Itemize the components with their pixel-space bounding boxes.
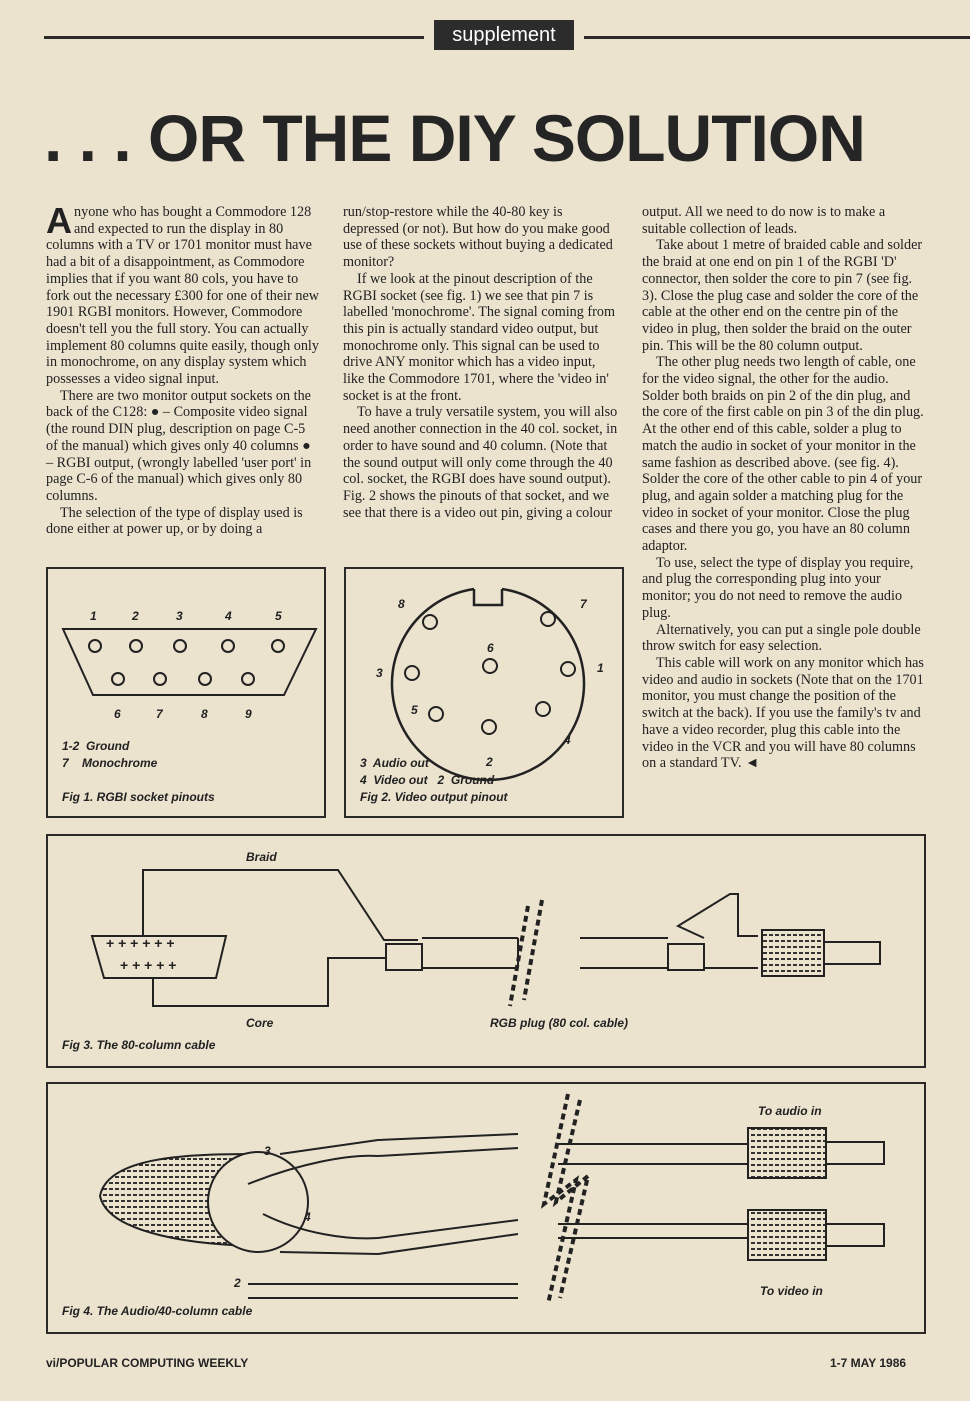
fig1-pin-8: 8: [201, 707, 208, 721]
fig2-pin-6: 6: [487, 641, 494, 655]
col3-paragraph-3: The other plug needs two length of cable, one for the video signal, the other for the audio. Solder both braids on pin 2 of the din plug, and the core of the first cable on pin 3 of the din plug. At the other end of this cable, solder a plug to match the audio in socket of your monitor in the same fashion as described above. (see fig. 4). Solder the core of the other cable to pin 4 of your plug, and again solder a matching plug for the video in socket of your monitor. Close the plug cases and there you go, you have an 80 column adaptor.: [642, 354, 924, 555]
fig1-pin-7: 7: [156, 707, 163, 721]
article-column-3: [642, 204, 924, 772]
col2-paragraph-1: run/stop-restore while the 40-80 key is depressed (or not). But how do you make good use of these sockets without buying a dedicated monitor?: [343, 204, 613, 271]
fig1-pin-5: 5: [275, 609, 282, 623]
header-rule-left: [44, 36, 424, 39]
drop-cap: A: [46, 200, 72, 241]
fig2-pin-8: 8: [398, 597, 405, 611]
fig2-caption: Fig 2. Video output pinout: [360, 790, 508, 804]
fig1-pin-3: 3: [176, 609, 183, 623]
fig3-braid-label: Braid: [246, 850, 277, 864]
fig2-legend-audio: 3 Audio out: [360, 756, 429, 770]
rgbi-socket-diagram: [48, 569, 324, 816]
fig1-box: [46, 567, 326, 818]
col1-paragraph-3: The selection of the type of display used is done either at power up, or by doing a: [46, 504, 303, 538]
fig2-legend-video-ground: 4 Video out 2 Ground: [360, 773, 495, 787]
col2-paragraph-2: If we look at the pinout description of the RGBI socket (see fig. 1) we see that pin 7 is labelled 'monochrome'. The signal coming from this pin is actually standard video output, but monochrome only. This signal can be used to drive ANY monitor which has a video input, like the Commodore 1701, where the 'video in' socket is at the front.: [343, 270, 615, 404]
fig1-pin-4: 4: [225, 609, 232, 623]
fig1-caption: Fig 1. RGBI socket pinouts: [62, 790, 215, 804]
fig4-pin-3: 3: [264, 1144, 271, 1158]
col3-paragraph-1: output. All we need to do now is to make a suitable collection of leads.: [642, 204, 886, 237]
col1-paragraph-2: There are two monitor output sockets on the back of the C128: ● – Composite video signal (the round DIN plug, description on page C-5 of the manual) which gives only 40 columns ● – RGBI output, (wrongly labelled 'user port' in page C-6 of the manual) which gives only 80 columns.: [46, 387, 312, 504]
fig1-legend-ground: 1-2 Ground: [62, 739, 130, 753]
svg-text:+ + + + +: + + + + +: [120, 957, 177, 973]
footer-publication: vi/POPULAR COMPUTING WEEKLY: [46, 1356, 249, 1370]
svg-text:+ + + + + +: + + + + + +: [106, 935, 175, 951]
fig2-pin-3: 3: [376, 666, 383, 680]
fig2-pin-7: 7: [580, 597, 587, 611]
col1-paragraph-1: Anyone who has bought a Commodore 128 and expected to run the display in 80 columns with a TV or 1701 monitor must have had a bit of a disappointment, as Commodore implies that if you want 80 cols, you have to fork out the necessary £300 for one of their new 1901 RGBI monitors. However, Commodore doesn't tell you the full story. You can actually implement 80 columns quite easily, though only in monochrome, on any display system which possesses a video signal input.: [46, 200, 320, 388]
fig4-caption: Fig 4. The Audio/40-column cable: [62, 1304, 253, 1318]
fig2-pin-4: 4: [564, 733, 571, 747]
fig1-pin-1: 1: [90, 609, 97, 623]
article-column-2: [343, 204, 619, 521]
fig4-box: [46, 1082, 926, 1334]
fig1-pin-2: 2: [132, 609, 139, 623]
fig4-pin-4: 4: [304, 1210, 311, 1224]
footer-date: 1-7 MAY 1986: [830, 1356, 907, 1370]
fig3-caption: Fig 3. The 80-column cable: [62, 1038, 216, 1052]
fig2-pin-2: 2: [486, 755, 493, 769]
fig4-audio-label: To audio in: [758, 1104, 822, 1118]
col3-paragraph-2: Take about 1 metre of braided cable and solder the braid at one end on pin 1 of the RGBI 'D' connector, then solder the core to pin 7 (see fig. 3). Close the plug case and solder the core of the cable at the other end on the centre pin of the video in plug, then solder the braid on the outer pin. This will be the 80 column output.: [642, 237, 923, 354]
fig3-core-label: Core: [246, 1016, 274, 1030]
fig1-pin-6: 6: [114, 707, 121, 721]
col2-paragraph-3: To have a truly versatile system, you will also need another connection in the 40 col. socket, in order to have sound and 40 column. (Note that the sound output will only come through the 40 col. socket, the RGBI does have sound output). Fig. 2 shows the pinouts of that socket, and we see that there is a video out pin, giving a colour: [343, 404, 618, 521]
section-tag: supplement: [434, 20, 574, 50]
fig3-box: [46, 834, 926, 1068]
headline: . . . OR THE DIY SOLUTION: [44, 101, 865, 175]
fig4-video-label: To video in: [760, 1284, 823, 1298]
fig2-box: [344, 567, 624, 818]
fig4-pin-2: 2: [234, 1276, 241, 1290]
fig2-pin-1: 1: [597, 661, 604, 675]
article-column-1: [46, 200, 320, 538]
fig1-legend-monochrome: 7 Monochrome: [62, 756, 158, 770]
80-column-cable-diagram: [48, 836, 924, 1066]
fig1-pin-9: 9: [245, 707, 252, 721]
col3-paragraph-4: To use, select the type of display you require, and plug the corresponding plug into your monitor; you do not need to remove the audio plug.: [642, 554, 914, 621]
fig3-plug-label: RGB plug (80 col. cable): [490, 1016, 629, 1030]
header-rule-right: [584, 36, 970, 39]
fig2-pin-5: 5: [411, 703, 418, 717]
col3-paragraph-5: Alternatively, you can put a single pole double throw switch for easy selection.: [642, 621, 921, 655]
col3-paragraph-6: This cable will work on any monitor which has video and audio in sockets (Note that on the 1701 monitor, you must change the position of the switch at the back). If you use the family's tv and have a video recorder, plug this cable into the video in the VCR and you will have 80 columns on a standard TV. ◄: [642, 654, 924, 772]
